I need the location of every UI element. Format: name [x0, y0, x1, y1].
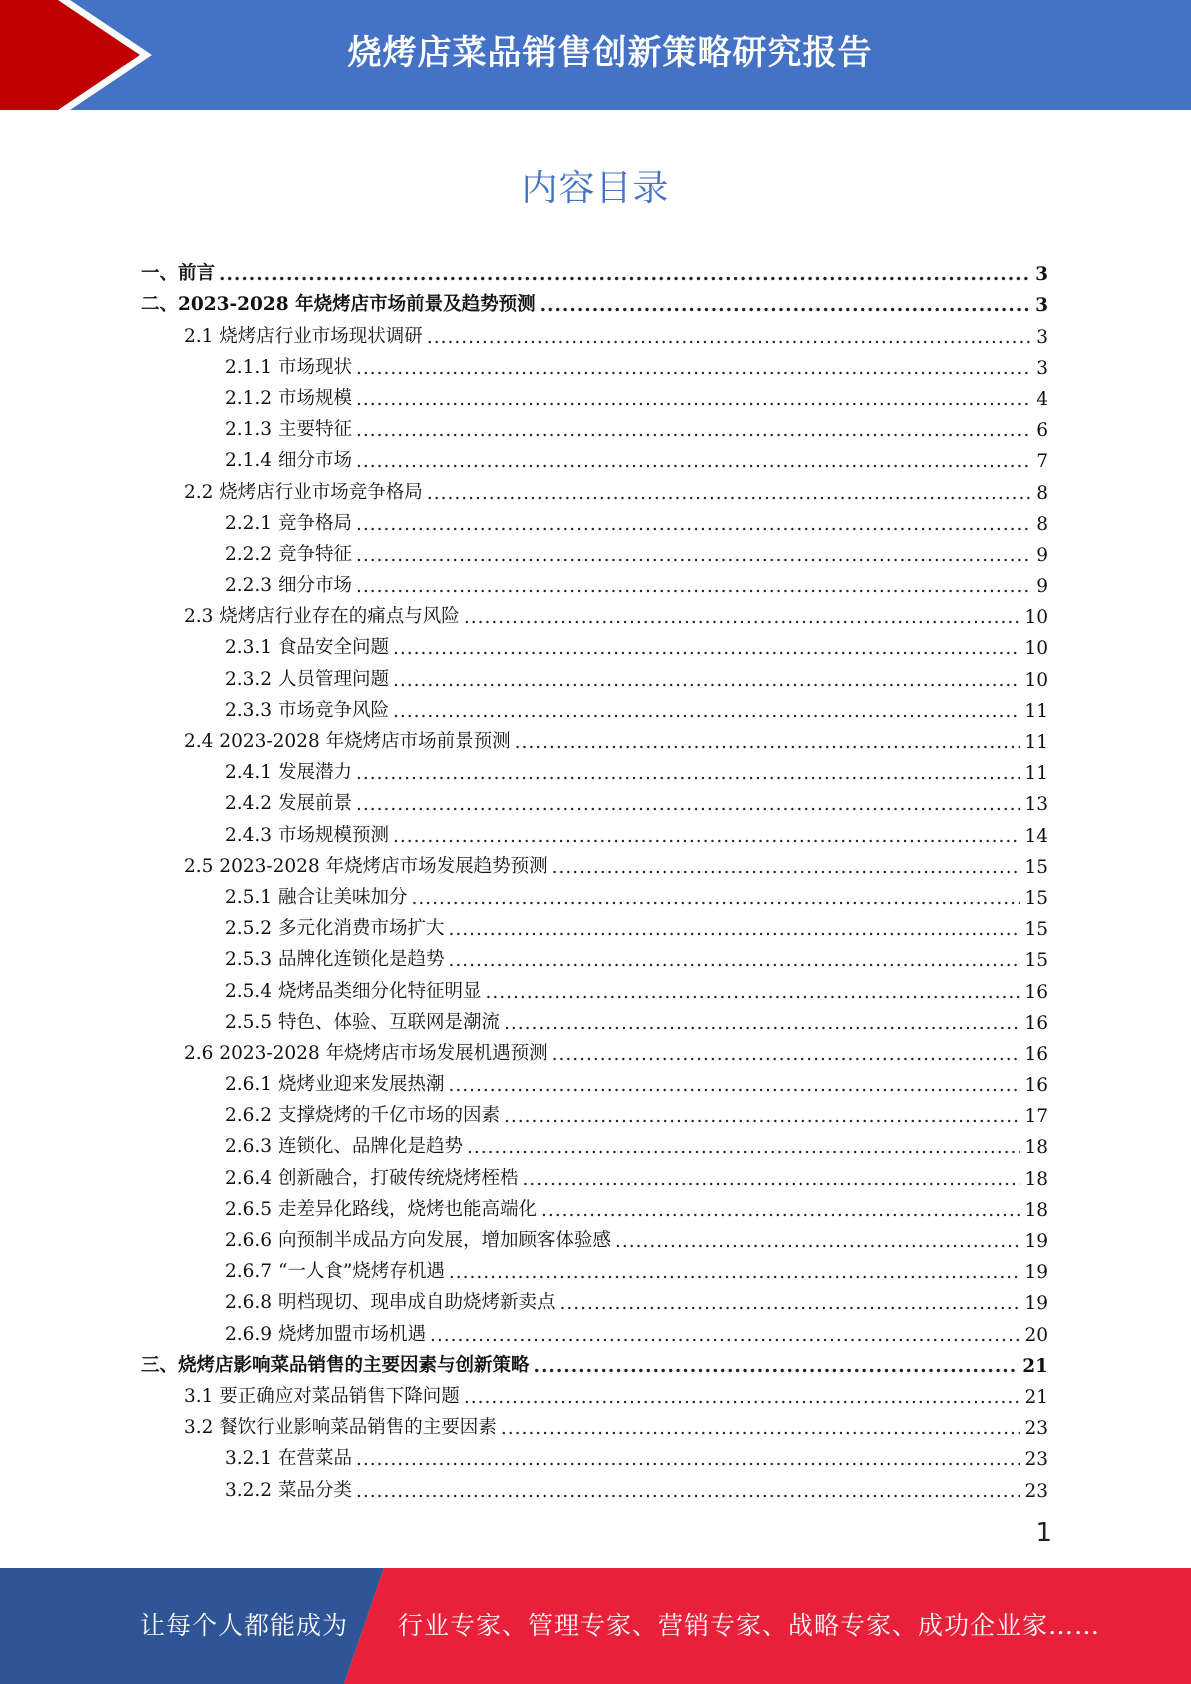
toc-dot-leader — [356, 451, 1032, 472]
toc-entry-page: 9 — [1036, 576, 1048, 598]
toc-entry-page: 14 — [1024, 825, 1048, 847]
toc-entry-label: 2.1.4 细分市场 — [225, 450, 352, 472]
toc-entry-label: 2.6.7 “一人食”烧烤存机遇 — [225, 1261, 445, 1283]
toc-entry[interactable] — [141, 847, 1048, 878]
toc-dot-leader — [485, 982, 1020, 1003]
toc-entry-page: 15 — [1024, 950, 1048, 972]
toc-entry-label: 2.6.2 支撑烧烤的千亿市场的因素 — [225, 1105, 500, 1127]
toc-entry[interactable] — [141, 1096, 1048, 1127]
toc-entry[interactable] — [141, 971, 1048, 1002]
toc-entry-label: 2.4.2 发展前景 — [225, 793, 352, 815]
toc-entry[interactable] — [141, 628, 1048, 659]
toc-dot-leader — [393, 670, 1020, 691]
report-title: 烧烤店菜品销售创新策略研究报告 — [347, 33, 873, 73]
toc-entry-label: 2.1.1 市场现状 — [225, 356, 352, 378]
toc-entry-label: 2.6.6 向预制半成品方向发展，增加顾客体验感 — [225, 1230, 611, 1251]
toc-entry-page: 10 — [1024, 669, 1048, 691]
report-header-band — [0, 0, 1191, 110]
toc-dot-leader — [356, 420, 1032, 441]
toc-entry[interactable] — [141, 1065, 1048, 1096]
toc-entry-label: 2.1.3 主要特征 — [225, 419, 352, 441]
toc-entry-page: 19 — [1024, 1293, 1048, 1315]
toc-dot-leader — [411, 888, 1020, 909]
toc-dot-leader — [356, 389, 1032, 410]
toc-entry[interactable] — [141, 1003, 1048, 1034]
toc-entry-page: 23 — [1024, 1480, 1048, 1502]
toc-entry-label: 2.6.3 连锁化、品牌化是趋势 — [225, 1136, 463, 1158]
toc-heading: 内容目录 — [521, 168, 670, 209]
toc-entry-label: 2.1.2 市场规模 — [225, 387, 352, 409]
toc-entry-label: 三、烧烤店影响菜品销售的主要因素与创新策略 — [141, 1354, 530, 1376]
footer-slogan-right: 行业专家、管理专家、营销专家、战略专家、成功企业家…… — [398, 1611, 1101, 1640]
toc-dot-leader — [449, 1262, 1021, 1283]
toc-entry[interactable] — [141, 784, 1048, 815]
toc-entry[interactable] — [141, 316, 1048, 347]
toc-entry-page: 23 — [1024, 1418, 1048, 1440]
toc-entry-page: 3 — [1036, 357, 1048, 379]
toc-entry-label: 2.6.5 走差异化路线，烧烤也能高端化 — [225, 1198, 537, 1220]
toc-entry[interactable] — [141, 1408, 1048, 1439]
toc-entry-page: 9 — [1036, 544, 1048, 566]
toc-entry[interactable] — [141, 504, 1048, 535]
toc-entry-label: 2.6 2023-2028 年烧烤店市场发展机遇预测 — [184, 1042, 548, 1064]
toc-entry-label: 3.1 要正确应对菜品销售下降问题 — [184, 1385, 460, 1407]
toc-entry-label: 一、前言 — [141, 263, 216, 285]
toc-entry[interactable] — [141, 1221, 1048, 1252]
toc-entry-label: 2.3.2 人员管理问题 — [225, 668, 389, 690]
toc-entry-page: 3 — [1035, 264, 1048, 286]
toc-entry-label: 2.2.2 竞争特征 — [225, 543, 352, 565]
toc-entry-label: 2.3.3 市场竞争风险 — [225, 699, 389, 721]
toc-dot-leader — [448, 950, 1020, 971]
toc-dot-leader — [430, 1325, 1020, 1346]
toc-entry[interactable] — [141, 285, 1048, 316]
toc-entry[interactable] — [141, 1470, 1048, 1501]
toc-entry-label: 2.5 2023-2028 年烧烤店市场发展趋势预测 — [184, 855, 548, 877]
toc-entry-page: 21 — [1022, 1355, 1048, 1377]
toc-entry[interactable] — [141, 535, 1048, 566]
toc-entry[interactable] — [141, 1252, 1048, 1283]
toc-dot-leader — [534, 1356, 1019, 1377]
toc-entry[interactable] — [141, 410, 1048, 441]
toc-entry-page: 16 — [1024, 1075, 1048, 1097]
toc-dot-leader — [427, 327, 1032, 348]
toc-dot-leader — [504, 1013, 1020, 1034]
toc-entry[interactable] — [141, 1439, 1048, 1470]
toc-dot-leader — [448, 919, 1020, 940]
toc-entry-label: 2.5.3 品牌化连锁化是趋势 — [225, 949, 445, 971]
toc-entry-page: 17 — [1024, 1106, 1048, 1128]
toc-entry[interactable] — [141, 909, 1048, 940]
toc-dot-leader — [464, 1387, 1021, 1408]
toc-entry[interactable] — [141, 878, 1048, 909]
toc-dot-leader — [541, 1200, 1020, 1221]
toc-entry-page: 13 — [1024, 794, 1048, 816]
toc-entry[interactable] — [141, 659, 1048, 690]
footer-band — [0, 1568, 1191, 1684]
toc-entry-label: 3.2.2 菜品分类 — [225, 1479, 352, 1501]
toc-entry-label: 二、2023-2028 年烧烤店市场前景及趋势预测 — [141, 294, 536, 316]
toc-entry-page: 4 — [1036, 388, 1048, 410]
toc-dot-leader — [356, 763, 1021, 784]
toc-dot-leader — [356, 1449, 1021, 1470]
toc-entry-page: 19 — [1024, 1262, 1048, 1284]
toc-entry-label: 2.5.4 烧烤品类细分化特征明显 — [225, 980, 482, 1002]
toc-entry-page: 11 — [1024, 700, 1048, 722]
toc-entry-page: 11 — [1024, 732, 1048, 753]
toc-dot-leader — [393, 638, 1020, 659]
toc-entry-label: 2.2.1 竞争格局 — [225, 512, 352, 534]
toc-entry-page: 15 — [1024, 887, 1048, 909]
table-of-contents — [141, 254, 1048, 1502]
toc-entry[interactable] — [141, 441, 1048, 472]
toc-dot-leader — [559, 1293, 1020, 1314]
toc-entry-page: 18 — [1024, 1168, 1048, 1190]
toc-dot-leader — [540, 295, 1032, 316]
toc-entry-label: 2.6.9 烧烤加盟市场机遇 — [225, 1323, 426, 1345]
toc-entry-page: 10 — [1024, 638, 1048, 660]
toc-entry-page: 3 — [1035, 295, 1048, 317]
toc-entry-label: 3.2.1 在营菜品 — [225, 1448, 352, 1470]
toc-entry-label: 2.2.3 细分市场 — [225, 575, 352, 597]
toc-entry[interactable] — [141, 1377, 1048, 1408]
toc-dot-leader — [393, 701, 1020, 722]
toc-entry[interactable] — [141, 566, 1048, 597]
toc-entry-page: 16 — [1024, 1043, 1048, 1065]
toc-entry-label: 2.5.5 特色、体验、互联网是潮流 — [225, 1011, 500, 1033]
toc-entry-page: 11 — [1024, 763, 1048, 785]
toc-entry[interactable] — [141, 1190, 1048, 1221]
toc-entry[interactable] — [141, 348, 1048, 379]
toc-entry-page: 15 — [1024, 919, 1048, 941]
toc-entry[interactable] — [141, 1314, 1048, 1345]
toc-dot-leader — [427, 483, 1032, 504]
toc-entry[interactable] — [141, 597, 1048, 628]
toc-entry[interactable] — [141, 1127, 1048, 1158]
toc-entry-label: 2.6.1 烧烤业迎来发展热潮 — [225, 1074, 445, 1096]
toc-dot-leader — [356, 1481, 1021, 1502]
toc-dot-leader — [356, 545, 1032, 566]
toc-entry-label: 2.4.3 市场规模预测 — [225, 824, 389, 846]
toc-entry-page: 23 — [1024, 1449, 1048, 1471]
toc-dot-leader — [464, 607, 1021, 628]
toc-dot-leader — [501, 1418, 1021, 1439]
toc-dot-leader — [552, 857, 1021, 878]
toc-entry-page: 18 — [1024, 1137, 1048, 1159]
toc-entry-label: 2.6.8 明档现切、现串成自助烧烤新卖点 — [225, 1292, 556, 1314]
toc-dot-leader — [615, 1231, 1020, 1252]
toc-entry-page: 16 — [1024, 1012, 1048, 1034]
footer-slogan-left: 让每个人都能成为 — [140, 1611, 349, 1640]
toc-entry-label: 2.5.1 融合让美味加分 — [225, 886, 408, 908]
toc-entry[interactable] — [141, 379, 1048, 410]
toc-dot-leader — [356, 358, 1032, 379]
toc-dot-leader — [356, 576, 1032, 597]
toc-entry[interactable] — [141, 1034, 1048, 1065]
toc-dot-leader — [515, 732, 1021, 753]
toc-entry-label: 2.6.4 创新融合，打破传统烧烤桎梏 — [225, 1167, 519, 1189]
toc-entry-page: 3 — [1036, 326, 1048, 348]
toc-entry[interactable] — [141, 753, 1048, 784]
toc-dot-leader — [356, 794, 1021, 815]
toc-dot-leader — [393, 826, 1020, 847]
toc-entry[interactable] — [141, 691, 1048, 722]
toc-dot-leader — [504, 1106, 1020, 1127]
toc-dot-leader — [219, 264, 1031, 285]
toc-entry[interactable] — [141, 940, 1048, 971]
toc-entry-page: 6 — [1036, 420, 1048, 442]
toc-dot-leader — [356, 514, 1032, 535]
page-number: 1 — [1035, 1518, 1052, 1548]
toc-entry-label: 2.3 烧烤店行业存在的痛点与风险 — [184, 606, 460, 628]
toc-entry[interactable] — [141, 722, 1048, 753]
toc-dot-leader — [448, 1075, 1020, 1096]
toc-entry-label: 2.5.2 多元化消费市场扩大 — [225, 918, 445, 940]
toc-entry[interactable] — [141, 1346, 1048, 1377]
toc-entry-page: 8 — [1036, 482, 1048, 504]
toc-entry-label: 2.3.1 食品安全问题 — [225, 637, 389, 659]
toc-dot-leader — [467, 1137, 1020, 1158]
toc-entry-page: 19 — [1024, 1231, 1048, 1252]
toc-entry-page: 21 — [1024, 1386, 1048, 1408]
toc-entry[interactable] — [141, 1283, 1048, 1314]
toc-entry-page: 10 — [1024, 607, 1048, 629]
toc-entry-label: 2.4 2023-2028 年烧烤店市场前景预测 — [184, 731, 511, 752]
toc-entry[interactable] — [141, 1158, 1048, 1189]
toc-entry-page: 18 — [1024, 1199, 1048, 1221]
toc-entry[interactable] — [141, 472, 1048, 503]
toc-entry-page: 7 — [1036, 451, 1048, 473]
toc-entry-label: 2.4.1 发展潜力 — [225, 762, 352, 784]
toc-entry-label: 3.2 餐饮行业影响菜品销售的主要因素 — [184, 1417, 497, 1439]
toc-dot-leader — [552, 1044, 1021, 1065]
toc-entry[interactable] — [141, 254, 1048, 285]
toc-entry[interactable] — [141, 815, 1048, 846]
toc-entry-page: 15 — [1024, 856, 1048, 878]
toc-entry-page: 8 — [1036, 513, 1048, 535]
toc-entry-page: 16 — [1024, 981, 1048, 1003]
toc-dot-leader — [522, 1169, 1020, 1190]
toc-entry-page: 20 — [1024, 1324, 1048, 1346]
toc-entry-label: 2.2 烧烤店行业市场竞争格局 — [184, 481, 423, 503]
toc-entry-label: 2.1 烧烤店行业市场现状调研 — [184, 325, 423, 347]
